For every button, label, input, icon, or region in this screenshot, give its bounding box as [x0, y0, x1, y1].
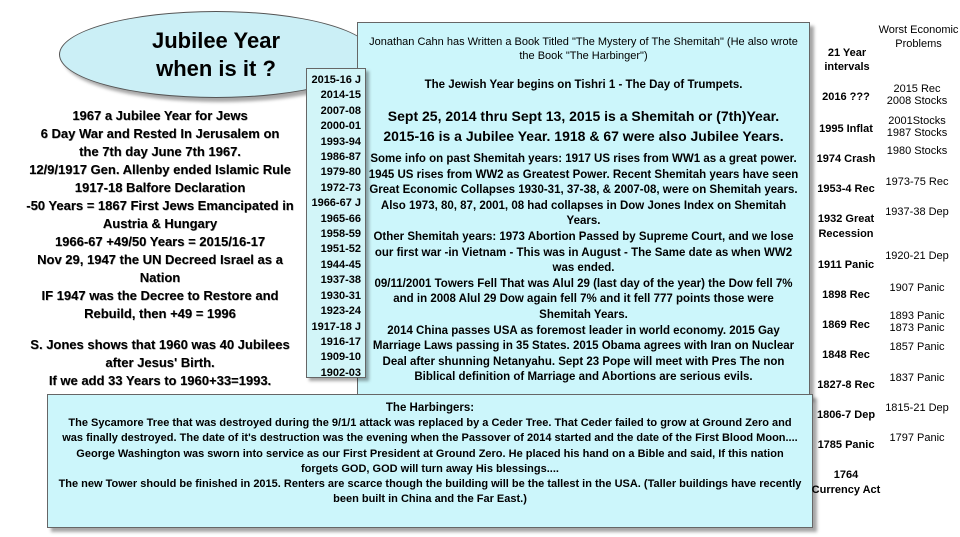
interval-cell: 1827-8 Rec [817, 379, 875, 391]
left-note-line: IF 1947 was the Decree to Restore and [41, 288, 279, 303]
left-notes [10, 107, 310, 390]
interval-cell: 1953-4 Rec [817, 183, 875, 195]
problem-cell: 1973-75 Rec [885, 176, 949, 188]
shemitah-headline-line-1: Sept 25, 2014 thru Sept 13, 2015 is a Shemitah or (7th)Year. [387, 108, 780, 124]
problem-cell: 1837 Panic [889, 372, 945, 384]
cahn-intro: Jonathan Cahn has Written a Book Titled "The Mystery of The Shemitah" (He also wrote the Book "The Harbinger") [369, 36, 798, 62]
shemitah-info-paragraph: 2014 China passes USA as foremost leader in world economy. 2015 Gay Marriage Laws passing in 35 States. 2015 Obama agrees with Iran on Nuclear Deal after shunning Netanyahu. Sept 23 Pope will meet with Pres The non Biblical definition of Marriage and Abortions are serious evils. [372, 324, 795, 384]
problem-cell: 1920-21 Dep [885, 250, 949, 262]
year-list [306, 68, 366, 378]
interval-cell: 1869 Rec [822, 319, 870, 331]
problem-cell: 1797 Panic [889, 432, 945, 444]
shemitah-info-paragraph: 09/11/2001 Towers Fell That was Alul 29 (last day of the year) the Dow fell 7% and in 2008 Alul 29 Dow again fell 7% and it fell 777 points those were Shemitah Years. [374, 277, 793, 321]
left-note-line: 6 Day War and Rested In Jerusalem on [40, 126, 280, 141]
problem-cell: 1980 Stocks [886, 145, 948, 157]
shemitah-info-paragraph: Some info on past Shemitah years: 1917 US rises from WW1 as a great power. 1945 US rises from WW2 as Greatest Power. Recent Shemitah years have seen Great Economic Collapses 1930-31, 37-38, & 2007-08, were on Shemitah years. Also 1973, 80, 87, 2001, 08 had collapses in Dow Jones Index on Shemitah Years. [368, 153, 799, 228]
left-note-line: If we add 33 Years to 1960+33=1993. [48, 373, 272, 388]
left-note-line: 1966-67 +49/50 Years = 2015/16-17 [54, 234, 266, 249]
shemitah-info [366, 152, 801, 386]
harbingers-title: The Harbingers: [385, 402, 475, 414]
title-line-1: Jubilee Year [151, 27, 280, 53]
shemitah-headline [366, 106, 801, 146]
year-list-item: 1958-59 [320, 228, 361, 241]
harbingers-box [47, 394, 813, 528]
left-note-line: Nov 29, 1947 the UN Decreed Israel as a [37, 252, 283, 267]
left-note-line: 1917-18 Balfore Declaration [74, 180, 246, 195]
year-list-item: 1930-31 [320, 289, 361, 302]
left-note-line: -50 Years = 1867 First Jews Emancipated in [26, 198, 294, 213]
jewish-year-note: The Jewish Year begins on Tishri 1 - The Day of Trumpets. [424, 79, 743, 91]
year-list-item: 1902-03 [320, 366, 361, 379]
interval-cell: 1764 Currency Act [811, 469, 881, 496]
year-list-item: 1944-45 [320, 258, 361, 271]
year-list-item: 1966-67 J [311, 197, 361, 210]
problem-cell: 1815-21 Dep [885, 402, 949, 414]
page-title [131, 27, 301, 83]
year-list-item: 2014-15 [320, 89, 361, 102]
left-note-line: S. Jones shows that 1960 was 40 Jubilees [30, 337, 290, 352]
left-note-line: after Jesus' Birth. [105, 355, 215, 370]
year-list-item: 2000-01 [320, 120, 361, 133]
problem-cell: 1893 Panic 1873 Panic [889, 310, 945, 334]
year-list-item: 1972-73 [320, 181, 361, 194]
interval-cell: 2016 ??? [822, 91, 870, 103]
interval-cell: 1785 Panic [817, 439, 875, 451]
problems-header: Worst Economic Problems [878, 24, 959, 50]
left-note-line: the 7th day June 7th 1967. [79, 144, 241, 159]
problem-cell: 2001Stocks 1987 Stocks [886, 115, 948, 139]
year-list-item: 1917-18 J [311, 320, 361, 333]
left-note-line: 12/9/1917 Gen. Allenby ended Islamic Rule [29, 162, 291, 177]
year-list-item: 1993-94 [320, 135, 361, 148]
interval-cell: 1974 Crash [816, 153, 876, 165]
year-list-item: 1986-87 [320, 151, 361, 164]
year-list-item: 1937-38 [320, 274, 361, 287]
interval-cell: 1848 Rec [822, 349, 870, 361]
year-list-item: 1965-66 [320, 212, 361, 225]
problem-cell: 1937-38 Dep [885, 206, 949, 218]
interval-cell: 1932 Great Recession [817, 213, 875, 240]
left-note-line: 1967 a Jubilee Year for Jews [72, 108, 248, 123]
problem-cell: 2015 Rec 2008 Stocks [886, 83, 948, 107]
year-list-item: 1923-24 [320, 305, 361, 318]
interval-cell: 1898 Rec [822, 289, 870, 301]
year-list-item: 1909-10 [320, 351, 361, 364]
intervals-header: 21 Year intervals [824, 47, 870, 73]
shemitah-headline-line-2: 2015-16 is a Jubilee Year. 1918 & 67 were also Jubilee Years. [383, 128, 784, 144]
harbingers-paragraph: George Washington was sworn into service as our First President at Ground Zero. He placed his hand on a Bible and said, If this nation forgets GOD, GOD will turn away His blessings.... [76, 447, 784, 475]
interval-cell: 1995 Inflat [819, 123, 873, 135]
problem-cell: 1857 Panic [889, 341, 945, 353]
cahn-box [357, 22, 810, 398]
year-list-item: 1916-17 [320, 335, 361, 348]
interval-cell: 1911 Panic [817, 259, 875, 271]
year-list-item: 1979-80 [320, 166, 361, 179]
left-note-line: Nation [139, 270, 181, 285]
year-list-item: 2015-16 J [311, 74, 361, 86]
left-note-line: Rebuild, then +49 = 1996 [84, 306, 236, 321]
shemitah-info-paragraph: Other Shemitah years: 1973 Abortion Passed by Supreme Court, and we lose our first war -in Vietnam - This was in August - The Same date as when WW2 was ended. [373, 230, 794, 275]
year-list-item: 2007-08 [320, 104, 361, 117]
left-note-line: Austria & Hungary [102, 216, 218, 231]
harbingers-paragraph: The new Tower should be finished in 2015. Renters are scarce though the building will be the tallest in the USA. (Taller buildings have recently been built in China and the Far East.) [58, 478, 802, 506]
title-line-2: when is it ? [156, 55, 276, 81]
problem-cell: 1907 Panic [889, 282, 945, 294]
harbingers-paragraph: The Sycamore Tree that was destroyed during the 9/1/1 attack was replaced by a Ceder Tree. That Ceder failed to grow at Ground Zero and was finally destroyed. The date of it's destruction was the evening when the Passover of 2014 started and the date of the First Blood Moon.... [62, 417, 798, 445]
year-list-item: 1951-52 [320, 243, 361, 256]
interval-cell: 1806-7 Dep [816, 409, 876, 421]
